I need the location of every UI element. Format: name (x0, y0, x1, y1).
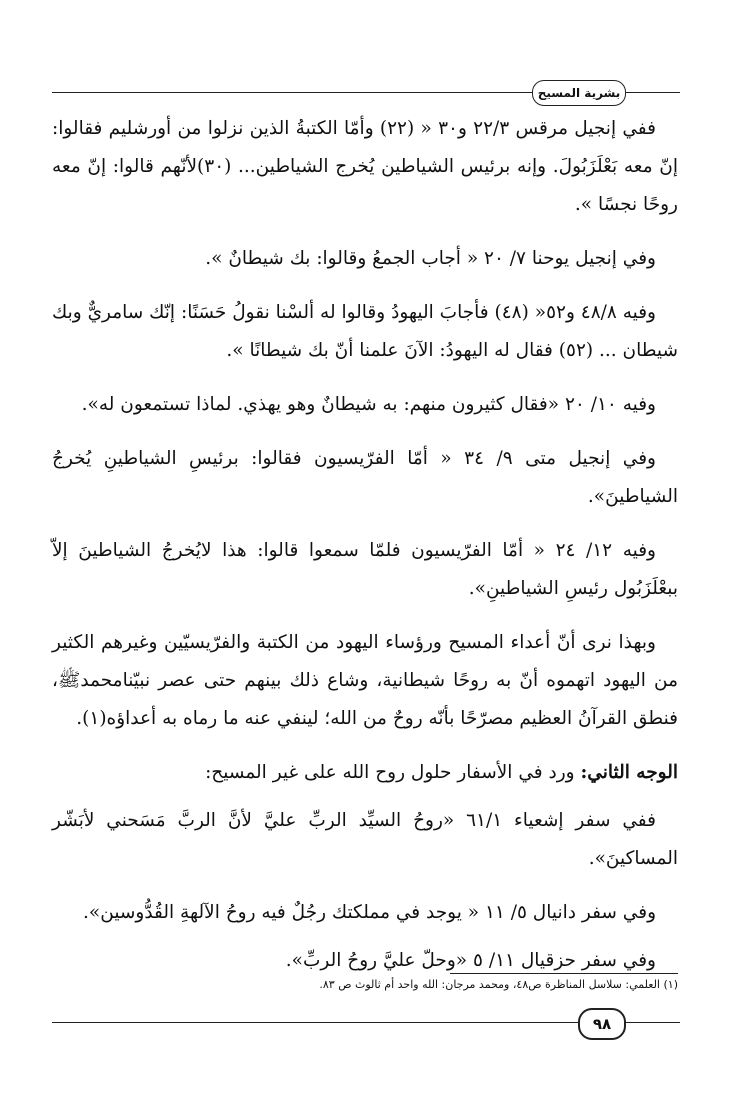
footnote: (١) العلمي: سلاسل المناظرة ص٤٨، ومحمد مرجان: الله واحد أم ثالوث ص ٨٣. (319, 978, 678, 991)
paragraph-daniel: وفي سفر دانيال ٥/ ١١ « يوجد في مملكتك رجُلٌ فيه روحُ الآلهةِ القُدُّوسين». (83, 902, 656, 923)
paragraph-john-10: وفيه ١٠/ ٢٠ «فقال كثيرون منهم: به شيطانٌ وهو يهذي. لماذا تستمعون له». (81, 394, 656, 415)
paragraph-john-8: وفيه ٤٨/٨ و٥٢« (٤٨) فأجابَ اليهودُ وقالوا له ألسْنا نقولُ حَسَنًا: إنّك سامريٌّ وبك شيطان ... (٥٢) فقال له اليهودُ: الآنَ علمنا أنّ بك شيطانًا ». (52, 302, 678, 361)
section-heading (52, 754, 678, 792)
paragraph-matthew-12: وفيه ١٢/ ٢٤ « أمّا الفرّيسيون فلمّا سمعوا قالوا: هذا لايُخرجُ الشياطينَ إلاّ ببعْلَزَبُول رئيسِ الشياطينِ». (52, 540, 678, 599)
footnote-rule (450, 973, 678, 974)
paragraph-conclusion: وبهذا نرى أنّ أعداء المسيح ورؤساء اليهود من الكتبة والفرّيسيّين وغيرهم الكثير من اليهود اتهموه أنّ به روحًا شيطانية، وشاع ذلك بينهم حتى عصر نبيّنامحمدﷺ، فنطق القرآنُ العظيم مصرّحًا بأنّه روحٌ من الله؛ لينفي عنه ما رماه به أعداؤه(١). (52, 632, 678, 729)
paragraph-matthew-9: وفي إنجيل متى ٩/ ٣٤ « أمّا الفرّيسيون فقالوا: برئيسِ الشياطينِ يُخرجُ الشياطينَ». (52, 448, 678, 507)
paragraph-john-7: وفي إنجيل يوحنا ٧/ ٢٠ « أجاب الجمعُ وقالوا: بك شيطانٌ ». (205, 248, 656, 269)
page-number: ٩٨ (578, 1008, 626, 1040)
paragraph-ezekiel: وفي سفر حزقيال ١١/ ٥ «وحلّ عليَّ روحُ الربِّ». (285, 950, 656, 971)
section-text: ورد في الأسفار حلول روح الله على غير المسيح: (205, 762, 581, 783)
page-body (52, 110, 678, 996)
running-header: بشرية المسيح (532, 80, 626, 106)
paragraph-isaiah: ففي سفر إشعياء ٦١/١ «روحُ السيِّد الربِّ عليَّ لأنَّ الربَّ مَسَحني لأبَشّر المساكينَ». (52, 810, 678, 869)
section-lead: الوجه الثاني: (580, 762, 678, 783)
paragraph-mark: ففي إنجيل مرقس ٢٢/٣ و٣٠ « (٢٢) وأمّا الكتبةُ الذين نزلوا من أورشليم فقالوا: إنّ معه بَعْلَزَبُولَ. وإنه برئيس الشياطين يُخرج الشياطين... (٣٠)لأنّهم قالوا: إنّ معه روحًا نجسًا ». (52, 118, 678, 215)
